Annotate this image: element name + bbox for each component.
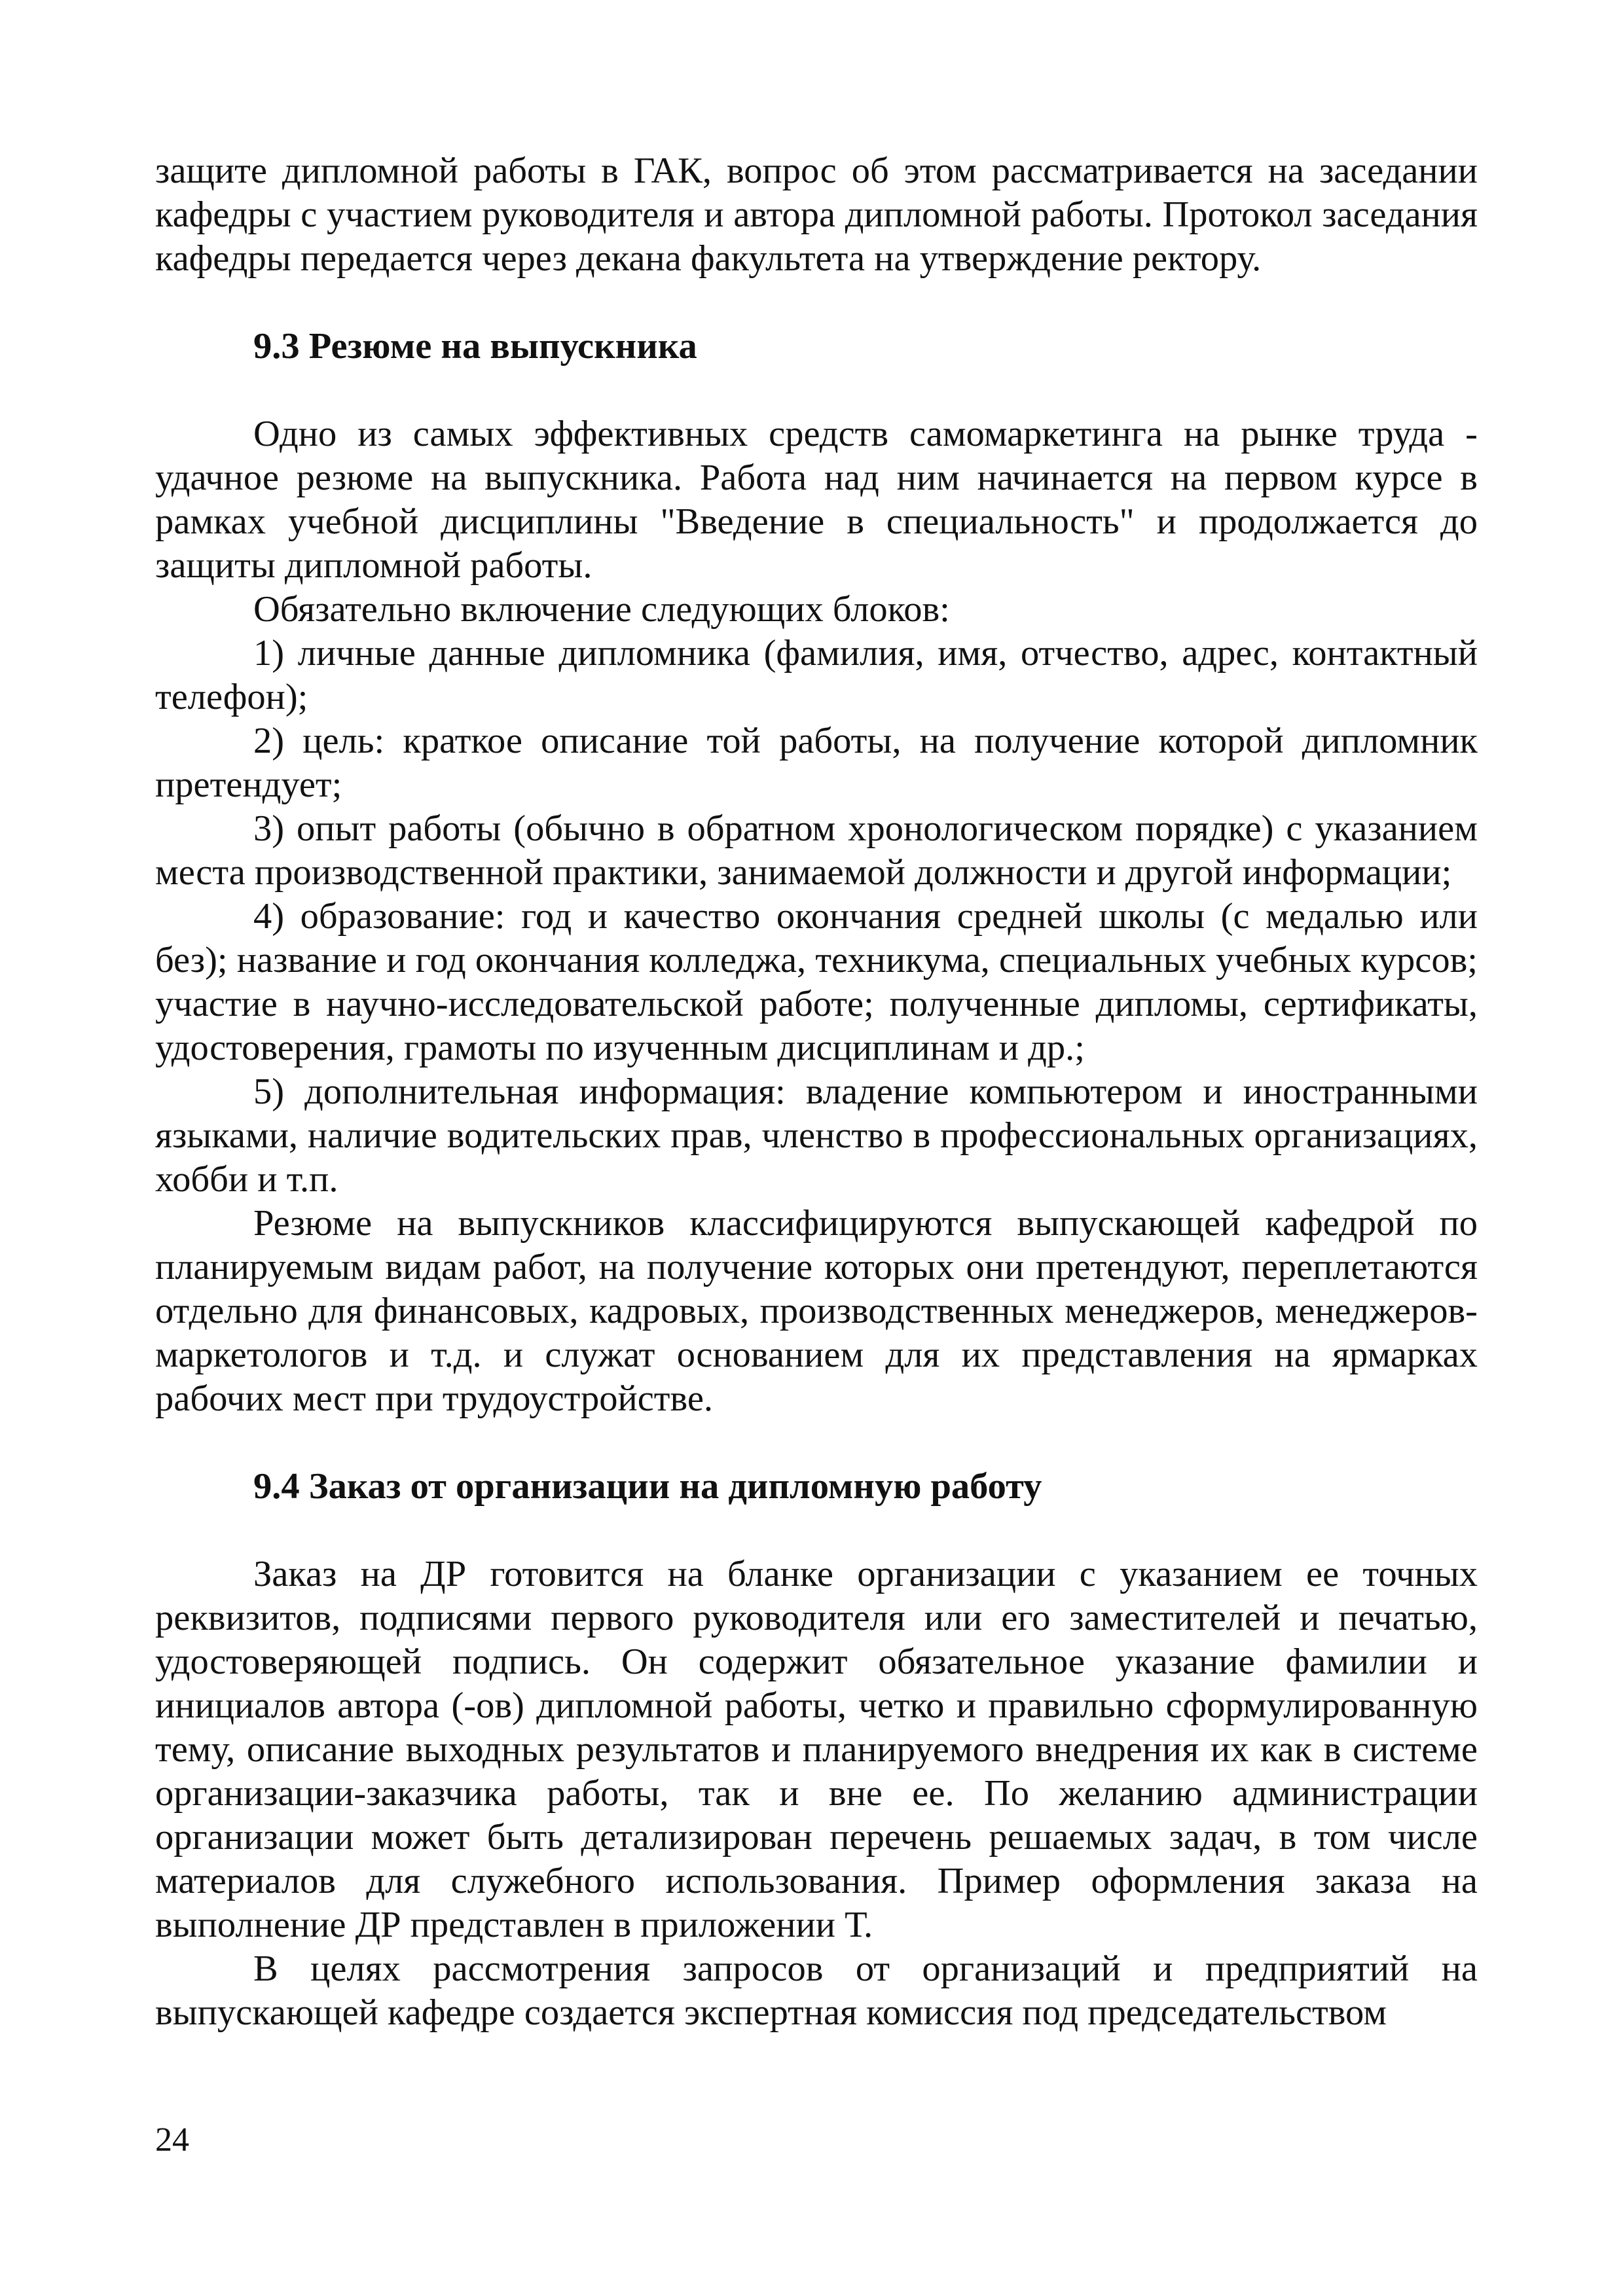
spacer <box>155 281 1478 325</box>
list-item: 3) опыт работы (обычно в обратном хронологическом порядке) с указанием места производственной практики, занимаемой должности и другой информации; <box>155 808 1478 893</box>
document-body <box>155 149 1478 2035</box>
paragraph: Обязательно включение следующих блоков: <box>253 589 950 630</box>
section-heading-9-4: 9.4 Заказ от организации на дипломную работу <box>253 1466 1042 1507</box>
section-heading-9-3: 9.3 Резюме на выпускника <box>253 326 697 367</box>
page-number: 24 <box>155 2121 189 2159</box>
paragraph: В целях рассмотрения запросов от организаций и предприятий на выпускающей кафедре создается экспертная комиссия под председательством <box>155 1948 1478 2033</box>
spacer <box>155 1421 1478 1465</box>
paragraph-continuation: защите дипломной работы в ГАК, вопрос об этом рассматривается на заседании кафедры с участием руководителя и автора дипломной работы. Протокол заседания кафедры передается через декана факультета на утверждение ректору. <box>155 151 1478 279</box>
list-item: 5) дополнительная информация: владение компьютером и иностранными языками, наличие водительских прав, членство в профессиональных организациях, хобби и т.п. <box>155 1071 1478 1200</box>
list-item: 2) цель: краткое описание той работы, на получение которой дипломник претендует; <box>155 721 1478 805</box>
list-item: 4) образование: год и качество окончания средней школы (с медалью или без); название и год окончания колледжа, техникума, специальных учебных курсов; участие в научно-исследовательской работе; полученные дипломы, сертификаты, удостоверения, грамоты по изученным дисциплинам и др.; <box>155 896 1478 1068</box>
paragraph: Заказ на ДР готовится на бланке организации с указанием ее точных реквизитов, подписями первого руководителя или его заместителей и печатью, удостоверяющей подпись. Он содержит обязательное указание фамилии и инициалов автора (-ов) дипломной работы, четко и правильно сформулированную тему, описание выходных результатов и планируемого внедрения их как в системе организации-заказчика работы, так и вне ее. По желанию администрации организации может быть детализирован перечень решаемых задач, в том числе материалов для служебного использования. Пример оформления заказа на выполнение ДР представлен в приложении Т. <box>155 1554 1478 1945</box>
spacer <box>155 1509 1478 1552</box>
paragraph: Одно из самых эффективных средств самомаркетинга на рынке труда - удачное резюме на выпускника. Работа над ним начинается на первом курсе в рамках учебной дисциплины "Введение в специальность" и продолжается до защиты дипломной работы. <box>155 414 1478 586</box>
paragraph: Резюме на выпускников классифицируются выпускающей кафедрой по планируемым видам работ, на получение которых они претендуют, переплетаются отдельно для финансовых, кадровых, производственных менеджеров, менеджеров-маркетологов и т.д. и служат основанием для их представления на ярмарках рабочих мест при трудоустройстве. <box>155 1203 1478 1419</box>
spacer <box>155 368 1478 412</box>
list-item: 1) личные данные дипломника (фамилия, имя, отчество, адрес, контактный телефон); <box>155 633 1478 717</box>
